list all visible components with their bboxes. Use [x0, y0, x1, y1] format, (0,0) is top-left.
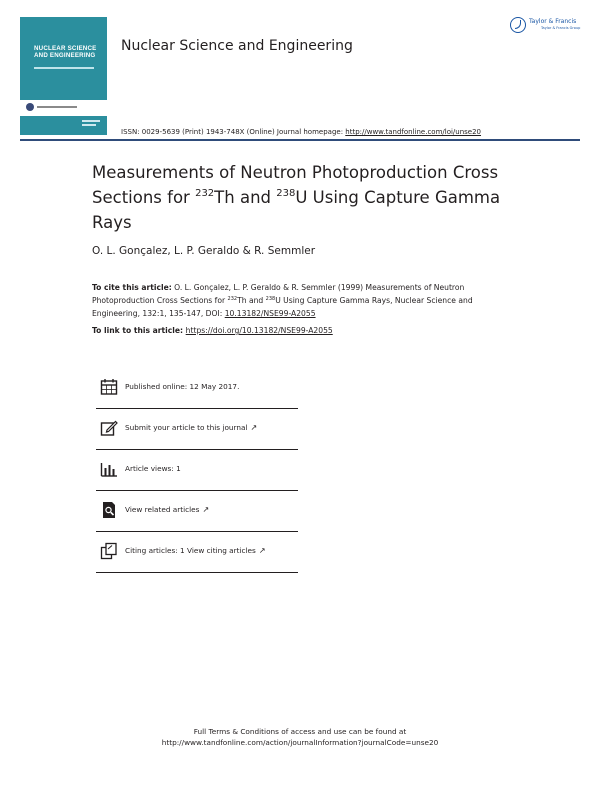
search-document-icon [100, 501, 118, 519]
issn-text: ISSN: 0029-5639 (Print) 1943-748X (Online) Journal homepage: [121, 128, 346, 136]
citation-block [92, 281, 522, 320]
terms-link[interactable]: http://www.tandfonline.com/action/journalInformation?journalCode=unse20 [161, 738, 439, 747]
title-text: U Using Capture Gamma Rays [92, 188, 501, 232]
journal-homepage-link[interactable]: http://www.tandfonline.com/loi/unse20 [345, 128, 482, 136]
submit-article-link[interactable] [125, 423, 257, 432]
journal-name: Nuclear Science and Engineering [121, 38, 353, 54]
related-articles-link[interactable] [125, 505, 209, 514]
calendar-icon [100, 378, 118, 396]
citing-articles-link[interactable] [125, 546, 266, 555]
article-link-line [92, 326, 333, 335]
publisher-name: Taylor & Francis [529, 18, 577, 25]
article-title [92, 160, 532, 235]
article-authors: O. L. Gonçalez, L. P. Geraldo & R. Semmler [92, 245, 316, 257]
citation-text: O. L. Gonçalez, L. P. Geraldo & R. Semmler (1999) Measurements of Neutron Photoproduction Cross Sections for [92, 283, 465, 305]
cover-publisher-band [20, 100, 107, 116]
doi-link[interactable]: 10.13182/NSE99-A2055 [224, 309, 316, 318]
cover-subtitle-bar [34, 67, 94, 69]
citation-superscript: 232 [227, 296, 238, 302]
info-item-related[interactable] [96, 491, 298, 532]
external-link-icon: ↗ [250, 423, 258, 432]
external-link-icon: ↗ [202, 505, 210, 514]
society-name-bar [37, 106, 77, 108]
title-text: Th and [214, 188, 277, 207]
terms-footer [0, 726, 600, 748]
taylor-francis-logo-icon [510, 17, 526, 33]
publisher-tagline: Taylor & Francis Group [541, 26, 581, 30]
citation-text: U Using Capture Gamma Rays, Nuclear Science and Engineering, 132:1, 135-147, DOI: [92, 296, 473, 318]
info-item-published [96, 368, 298, 409]
cover-footer-line [82, 124, 96, 126]
citation-text: Th and [237, 296, 266, 305]
citation-label: To cite this article: [92, 283, 172, 292]
external-link-icon: ↗ [258, 546, 266, 555]
cover-title-line2: AND ENGINEERING [34, 52, 96, 59]
cover-footer-line [82, 120, 100, 122]
publisher-logo[interactable] [510, 17, 584, 35]
journal-cover [20, 17, 107, 135]
submit-article-label: Submit your article to this journal [125, 423, 248, 432]
info-item-views [96, 450, 298, 491]
citing-articles-label: Citing articles: 1 View citing articles [125, 546, 256, 555]
issn-line [121, 128, 481, 136]
title-superscript: 238 [276, 188, 296, 199]
society-seal-icon [26, 103, 34, 111]
citation-superscript: 238 [265, 296, 276, 302]
article-doi-link[interactable]: https://doi.org/10.13182/NSE99-A2055 [185, 326, 333, 335]
link-label: To link to this article: [92, 326, 186, 335]
title-text: Measurements of Neutron Photoproduction Cross Sections for [92, 163, 499, 207]
related-articles-label: View related articles [125, 505, 200, 514]
info-item-submit[interactable] [96, 409, 298, 450]
citing-articles-icon [100, 542, 118, 560]
cover-title [34, 45, 104, 59]
header-divider [20, 139, 580, 141]
info-item-citing[interactable] [96, 532, 298, 573]
edit-icon [100, 419, 118, 437]
article-views: Article views: 1 [125, 464, 181, 473]
bar-chart-icon [100, 460, 118, 478]
title-superscript: 232 [195, 188, 215, 199]
terms-text: Full Terms & Conditions of access and use can be found at [193, 727, 407, 736]
published-date: Published online: 12 May 2017. [125, 382, 240, 391]
cover-title-line1: NUCLEAR SCIENCE [34, 45, 97, 52]
